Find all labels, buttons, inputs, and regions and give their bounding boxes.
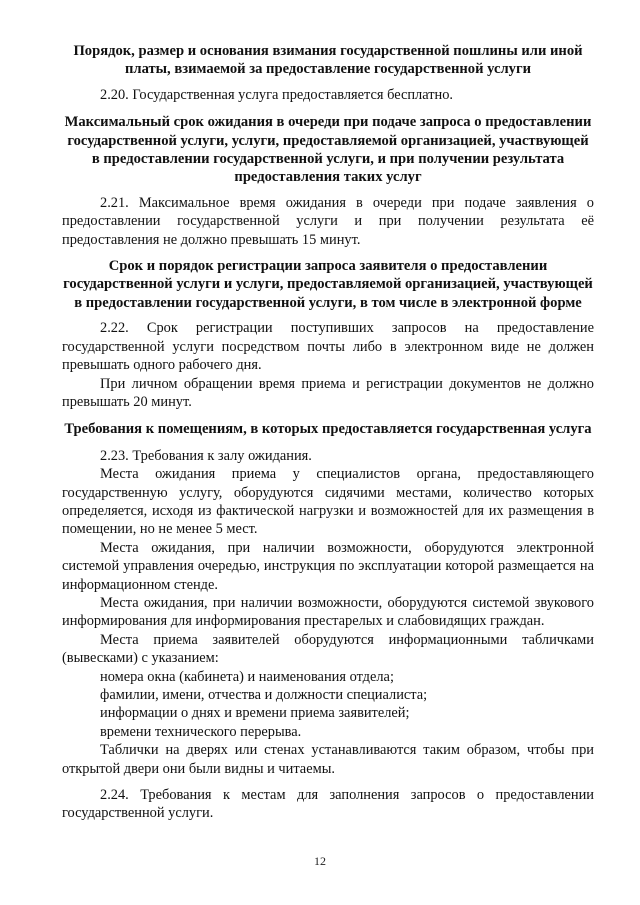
document-page <box>62 42 594 823</box>
paragraph-waiting-seats: Места ожидания приема у специалистов органа, предоставляющего государственную услугу, оборудуются сидячими местами, количество которых определяется, исходя из фактической нагрузки и возможностей для их размещения в помещении, но не менее 5 мест. <box>62 466 594 538</box>
section-heading-queue-time: Максимальный срок ожидания в очереди при подаче запроса о предоставлении государственной услуги, услуги, предоставляемой организацией, участвующей в предоставлении государственной услуги, и при получении результата предоставления таких услуг <box>64 114 592 186</box>
section-heading-registration: Срок и порядок регистрации запроса заявителя о предоставлении государственной услуги и услуги, предоставляемой организацией, участвующей в предоставлении государственной услуги, в том числе в электронной форме <box>63 258 593 311</box>
section-heading-premises: Требования к помещениям, в которых предоставляется государственная услуга <box>64 421 592 438</box>
paragraph-queue-system: Места ожидания, при наличии возможности, оборудуются электронной системой управления очередью, инструкция по эксплуатации которой размещается на информационном стенде. <box>62 539 594 593</box>
paragraph-2-23: 2.23. Требования к залу ожидания. <box>100 447 312 464</box>
list-item: времени технического перерыва. <box>100 723 302 740</box>
paragraph-personal-visit: При личном обращении время приема и регистрации документов не должно превышать 20 минут. <box>62 375 594 410</box>
page-number: 12 <box>314 854 326 868</box>
list-item: номера окна (кабинета) и наименования отдела; <box>100 668 394 685</box>
list-item: фамилии, имени, отчества и должности специалиста; <box>100 687 428 703</box>
section-heading-fee: Порядок, размер и основания взимания государственной пошлины или иной платы, взимаемой за предоставление государственной услуги <box>73 43 583 78</box>
list-item: информации о днях и времени приема заявителей; <box>100 705 410 722</box>
paragraph-2-21: 2.21. Максимальное время ожидания в очереди при подаче заявления о предоставлении государственной услуги и при получении результата её предоставления не должно превышать 15 минут. <box>62 194 594 248</box>
paragraph-audio-system: Места ожидания, при наличии возможности, оборудуются системой звукового информирования для информирования престарелых и слабовидящих граждан. <box>62 594 594 630</box>
paragraph-signs: Места приема заявителей оборудуются информационными табличками (вывесками) с указанием: <box>62 631 594 667</box>
paragraph-2-20: 2.20. Государственная услуга предоставляется бесплатно. <box>100 86 454 103</box>
paragraph-2-24: 2.24. Требования к местам для заполнения запросов о предоставлении государственной услуги. <box>62 787 594 822</box>
paragraph-2-22: 2.22. Срок регистрации поступивших запросов на предоставление государственной услуги посредством почты либо в электронном виде не должен превышать одного рабочего дня. <box>62 320 594 374</box>
paragraph-door-signs: Таблички на дверях или стенах устанавливаются таким образом, чтобы при открытой двери они были видны и читаемы. <box>62 742 594 777</box>
